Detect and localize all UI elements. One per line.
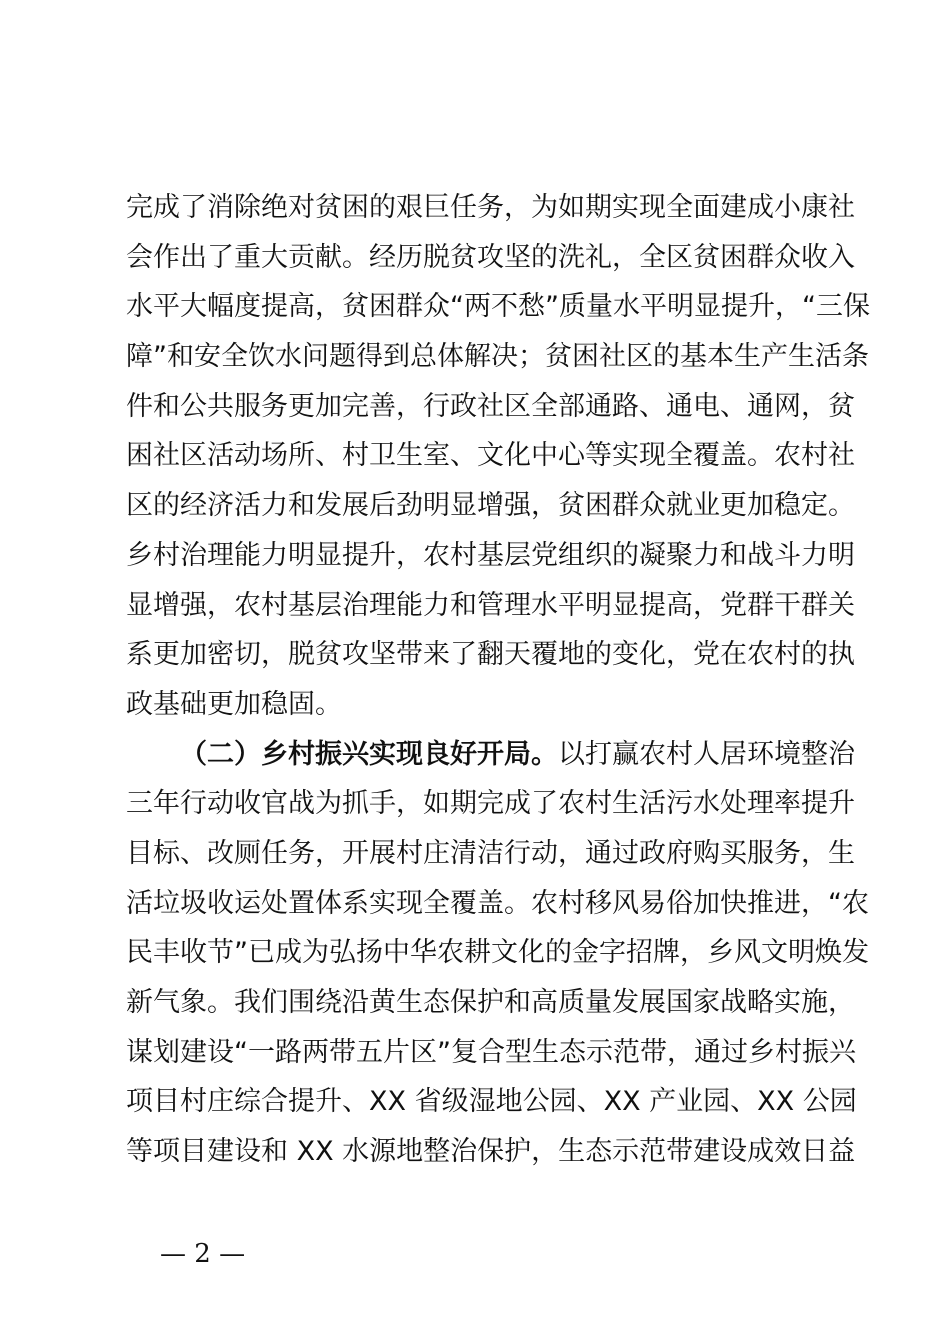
text-line: 区的经济活力和发展后劲明显增强，贫困群众就业更加稳定。 <box>126 490 855 522</box>
text-line: 活垃圾收运处置体系实现全覆盖。农村移风易俗加快推进，“农 <box>126 887 869 919</box>
section-heading-line <box>126 730 855 780</box>
text-line: 新气象。我们围绕沿黄生态保护和高质量发展国家战略实施， <box>126 987 855 1018</box>
text-line: 政基础更加稳固。 <box>126 688 342 720</box>
text-line: 系更加密切，脱贫攻坚带来了翻天覆地的变化，党在农村的执 <box>126 639 855 671</box>
page-number: — 2 — <box>160 1239 246 1269</box>
text-line: 项目村庄综合提升、XX 省级湿地公园、XX 产业园、XX 公园 <box>126 1086 857 1118</box>
text-line: 完成了消除绝对贫困的艰巨任务，为如期实现全面建成小康社 <box>126 192 855 223</box>
text-line: 乡村治理能力明显提升，农村基层党组织的凝聚力和战斗力明 <box>126 539 855 571</box>
text-line: 目标、改厕任务，开展村庄清洁行动，通过政府购买服务，生 <box>126 837 855 869</box>
text-line: 显增强，农村基层治理能力和管理水平明显提高，党群干群关 <box>126 589 855 621</box>
text-line: 会作出了重大贡献。经历脱贫攻坚的洗礼，全区贫困群众收入 <box>126 241 855 273</box>
heading-line-text: 以打赢农村人居环境整治 <box>558 738 855 770</box>
text-line: 谋划建设“一路两带五片区”复合型生态示范带，通过乡村振兴 <box>126 1036 856 1068</box>
text-line: 等项目建设和 XX 水源地整治保护，生态示范带建设成效日益 <box>126 1136 856 1168</box>
body-text <box>126 183 870 1177</box>
text-line: 水平大幅度提高，贫困群众“两不愁”质量水平明显提升，“三保 <box>126 291 870 323</box>
text-line: 三年行动收官战为抓手，如期完成了农村生活污水处理率提升 <box>126 788 855 820</box>
text-line: 民丰收节”已成为弘扬中华农耕文化的金字招牌，乡风文明焕发 <box>126 937 869 969</box>
text-line: 障”和安全饮水问题得到总体解决；贫困社区的基本生产生活条 <box>126 341 869 373</box>
section-heading: （二）乡村振兴实现良好开局。 <box>180 738 558 770</box>
text-line: 件和公共服务更加完善，行政社区全部通路、通电、通网，贫 <box>126 390 855 422</box>
text-line: 困社区活动场所、村卫生室、文化中心等实现全覆盖。农村社 <box>126 440 855 472</box>
